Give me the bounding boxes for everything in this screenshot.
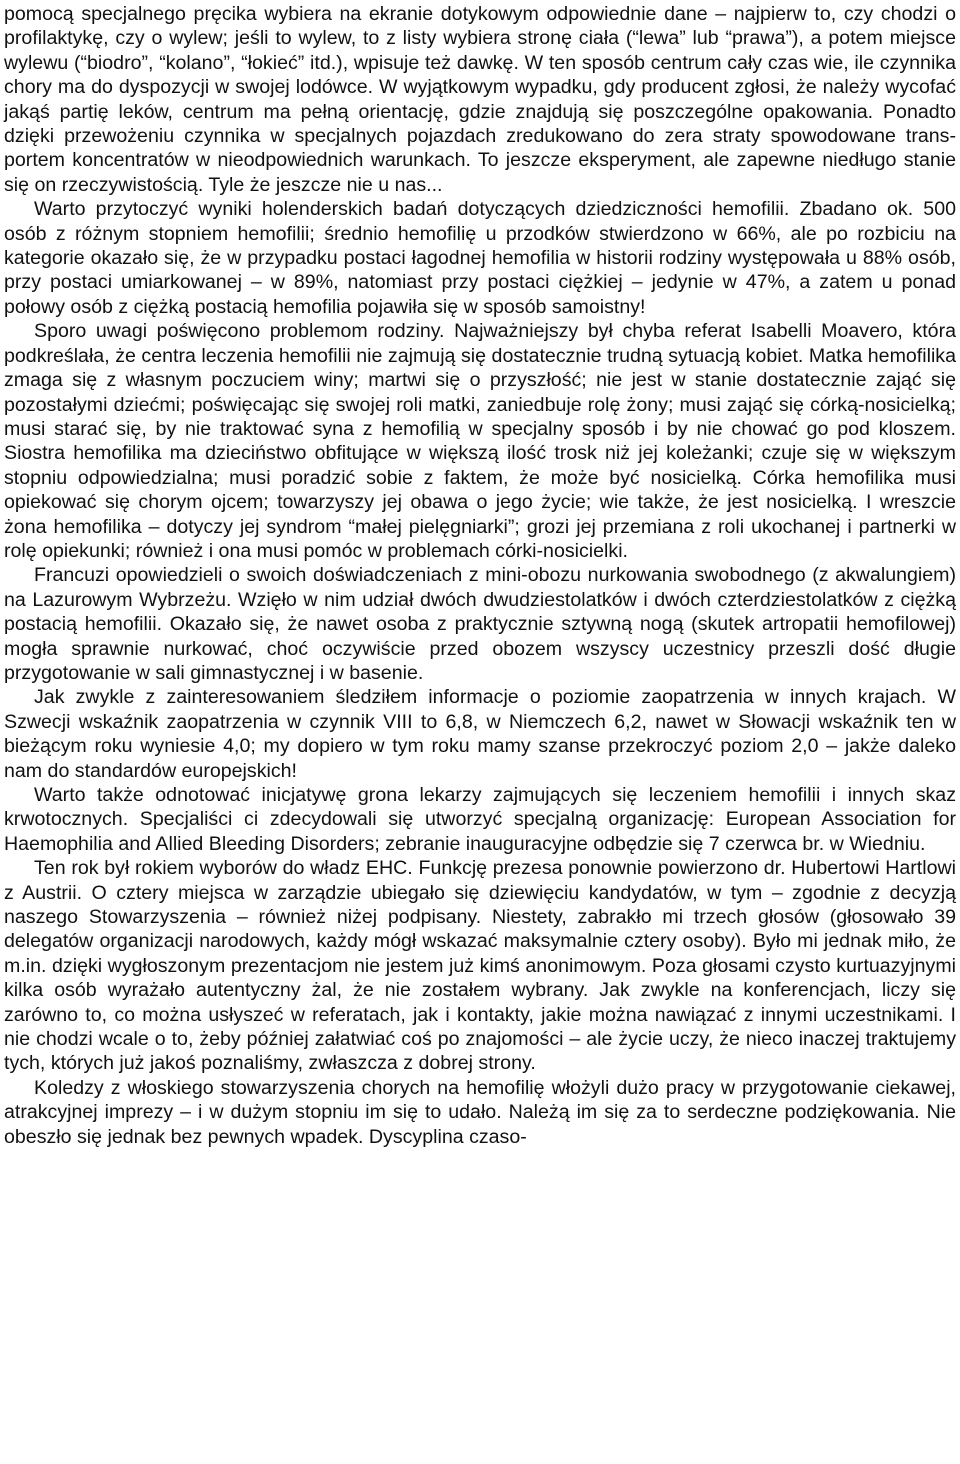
paragraph-ehc-elections: Ten rok był rokiem wyborów do władz EHC. Funkcję prezesa ponownie powierzono dr. Hubertowi Hartlowi z Austrii. O cztery miejsca w zarządzie ubiegało się dziewięciu kandydatów, w tym – zgodnie z decyzją naszego Stowarzyszenia – również niżej podpisany. Niestety, zabrakło mi trzech głosów (głosowało 39 delegatów organizacji narodowych, każdy mógł wskazać maksymalnie cztery osoby). Było mi jednak miło, że m.in. dzięki wygłoszonym prezentacjom nie jestem już kimś anonimowym. Poza głosami czysto kurtuazyjnymi kilka osób wyrażało autentyczny żal, że nie zostałem wybrany. Jak zwykle na konferencjach, liczy się zarówno to, co można usłyszeć w referatach, jak i kontakty, jakie można nawiązać z innymi uczestnikami. I nie chodzi wcale o to, żeby później załatwiać coś po znajomości – ale życie uczy, że nieco inaczej traktujemy tych, których już jakoś poznaliśmy, zwłaszcza z dobrej strony. [4, 857, 956, 1075]
paragraph-italian-hosts: Koledzy z włoskiego stowarzyszenia chorych na hemofilię włożyli dużo pracy w przygotowanie ciekawej, atrakcyjnej imprezy – i w dużym stopniu im się to udało. Należą im się za to serdeczne podziękowania. Nie obeszło się jednak bez pewnych wpadek. Dyscyplina czaso- [4, 1076, 956, 1148]
paragraph-supply-levels: Jak zwykle z zainteresowaniem śledziłem informacje o poziomie zaopatrzenia w innych krajach. W Szwecji wskaźnik zaopatrzenia w czynnik VIII to 6,8, w Niemczech 6,2, nawet w Słowacji wskaźnik ten w bieżącym roku wyniesie 4,0; my dopiero w tym roku mamy szanse przekroczyć poziom 2,0 – jakże daleko nam do standardów europejskich! [4, 686, 956, 782]
paragraph-continuation: pomocą specjalnego pręcika wybiera na ekranie dotykowym odpowiednie dane – najpierw to, czy chodzi o profilaktykę, czy o wylew; jeśli to wylew, to z listy wybiera stronę ciała (“lewa” lub “prawa”), a potem miejsce wylewu (“biodro”, “kolano”, “łokieć” itd.), wpisuje też dawkę. W ten sposób centrum cały czas wie, ile czynnika chory ma do dyspozycji w swojej lodówce. W wyjątkowym wypadku, gdy producent zgłosi, że należy wycofać jakąś partię leków, centrum ma pełną orientację, gdzie znajdują się poszczególne opakowania. Ponadto dzięki przewożeniu czynnika w specjalnych pojazdach zredukowano do zera straty spowodowane transportem koncentratów w nieodpowiednich warunkach. To jeszcze eksperyment, ale zapewne niedługo stanie się on rzeczywistością. Tyle że jeszcze nie u nas... [4, 3, 956, 196]
paragraph-family-problems: Sporo uwagi poświęcono problemom rodziny. Najważniejszy był chyba referat Isabelli Moavero, która podkreślała, że centra leczenia hemofilii nie zajmują się dostatecznie trudną sytuacją kobiet. Matka hemofilika zmaga się z własnym poczuciem winy; martwi się o przyszłość; nie jest w stanie dostatecznie zająć się pozostałymi dziećmi; poświęcając się swojej roli matki, zaniedbuje rolę żony; musi zająć się córką-nosicielką; musi starać się, by nie traktować syna z hemofilią w specjalny sposób i by nie chować go pod kloszem. Siostra hemofilika ma dzieciństwo obfitujące w większą ilość trosk niż jej koleżanki; czuje się w większym stopniu odpowiedzialna; musi poradzić sobie z faktem, że może być nosicielką. Córka hemofilika musi opiekować się chorym ojcem; towarzyszy jej obawa o jego życie; wie także, że jest nosicielką. I wreszcie żona hemofilika – dotyczy jej syndrom “małej pielęgniarki”; grozi jej przemiana z roli ukochanej i partnerki w rolę opiekunki; również i ona musi pomóc w problemach córki-nosicielki. [4, 320, 956, 562]
paragraph-dutch-study: Warto przytoczyć wyniki holenderskich badań dotyczących dziedziczności hemofilii. Zbadano ok. 500 osób z różnym stopniem hemofilii; średnio hemofilię u przodków stwierdzono w 66%, ale po rozbiciu na kategorie okazało się, że w przypadku postaci łagodnej hemofilia w historii rodziny występowała u 88% osób, przy postaci umiarkowanej – w 89%, natomiast przy postaci ciężkiej – jedynie w 47%, a zatem u ponad połowy osób z ciężką postacią hemofilia pojawiła się w sposób samoistny! [4, 198, 956, 318]
paragraph-new-association: Warto także odnotować inicjatywę grona lekarzy zajmujących się leczeniem hemofilii i innych skaz krwotocznych. Specjaliści ci zdecydowali się utworzyć specjalną organizację: European Association for Haemophilia and Allied Bleeding Disorders; zebranie inauguracyjne odbędzie się 7 czerwca br. w Wiedniu. [4, 784, 956, 855]
article-body [4, 2, 956, 1149]
paragraph-diving-camp: Francuzi opowiedzieli o swoich doświadczeniach z mini-obozu nurkowania swobodnego (z akwalungiem) na Lazurowym Wybrzeżu. Wzięło w nim udział dwóch dwudziestolatków i dwóch czterdziestolatków z ciężką postacią hemofilii. Okazało się, że nawet osoba z praktycznie sztywną nogą (skutek artropatii hemofilowej) mogła sprawnie nurkować, choć oczywiście przed obozem wszyscy uczestnicy przeszli dość długie przygotowanie w sali gimnastycznej i w basenie. [4, 564, 956, 684]
